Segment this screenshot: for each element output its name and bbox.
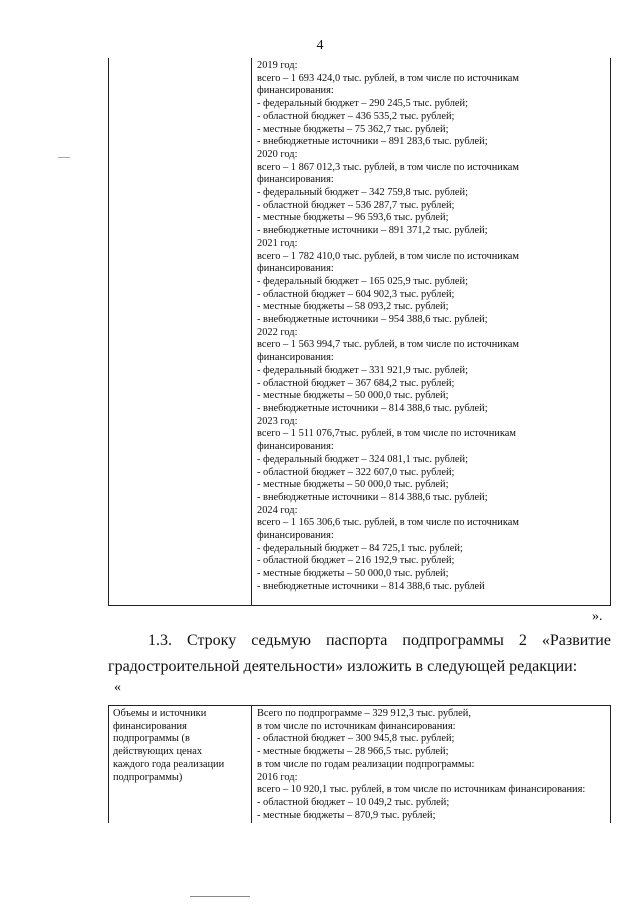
table-line: всего – 1 782 410,0 тыс. рублей, в том числе по источникам: [257, 250, 519, 262]
table-line: - федеральный бюджет – 165 025,9 тыс. рублей;: [257, 275, 468, 287]
table-line: - областной бюджет – 367 684,2 тыс. рублей;: [257, 377, 455, 389]
table-line: финансирования:: [257, 530, 334, 542]
table-line: - внебюджетные источники – 814 388,6 тыс. рублей;: [257, 491, 488, 503]
table-line: - областной бюджет – 300 945,8 тыс. рублей;: [257, 733, 455, 745]
table-line: - областной бюджет – 536 287,7 тыс. рублей;: [257, 199, 455, 211]
table-line: - областной бюджет – 10 049,2 тыс. рублей;: [257, 796, 450, 808]
table-line: 2024 год:: [257, 504, 298, 516]
table-line: - местные бюджеты – 96 593,6 тыс. рублей;: [257, 212, 449, 224]
table-line: 2020 год:: [257, 148, 298, 160]
table-line: - местные бюджеты – 50 000,0 тыс. рублей;: [257, 568, 449, 580]
table-line: - внебюджетные источники – 814 388,6 тыс. рублей: [257, 580, 485, 592]
table-left-column: [109, 706, 252, 823]
table-line: - местные бюджеты – 28 966,5 тыс. рублей;: [257, 746, 449, 758]
table-line: - местные бюджеты – 50 000,0 тыс. рублей;: [257, 479, 449, 491]
table-line: - внебюджетные источники – 891 283,6 тыс. рублей;: [257, 136, 488, 148]
table-header-line: действующих ценах: [113, 746, 203, 758]
financing-table-continuation: [108, 58, 611, 606]
paragraph-word: «Развитие: [541, 632, 611, 649]
paragraph-word: 2: [518, 632, 527, 649]
margin-mark: [58, 157, 70, 158]
table-line: всего – 1 165 306,6 тыс. рублей, в том числе по источникам: [257, 517, 519, 529]
table-line: финансирования:: [257, 263, 334, 275]
table-line: - местные бюджеты – 75 362,7 тыс. рублей;: [257, 123, 449, 135]
table-line: - федеральный бюджет – 324 081,1 тыс. рублей;: [257, 453, 468, 465]
table-line: финансирования:: [257, 85, 334, 97]
paragraph-word: 1.3.: [148, 632, 172, 649]
table-header-line: Объемы и источники: [113, 708, 207, 719]
paragraph-word: подпрограммы: [402, 632, 504, 649]
table-line: 2016 год:: [257, 771, 298, 783]
table-line: всего – 1 563 994,7 тыс. рублей, в том числе по источникам: [257, 339, 519, 351]
table-line: - областной бюджет – 604 902,3 тыс. рублей;: [257, 288, 455, 300]
table-line: всего – 1 867 012,3 тыс. рублей, в том числе по источникам: [257, 161, 519, 173]
table-line: - федеральный бюджет – 290 245,5 тыс. рублей;: [257, 98, 468, 110]
closing-quote: ».: [592, 609, 603, 624]
table-line: - местные бюджеты – 50 000,0 тыс. рублей;: [257, 390, 449, 402]
subprogram-financing-table: [108, 705, 611, 823]
table-line: 2021 год:: [257, 237, 298, 249]
table-line: 2022 год:: [257, 326, 298, 338]
table-header-line: подпрограммы): [113, 771, 183, 783]
table-line: - федеральный бюджет – 342 759,8 тыс. рублей;: [257, 187, 468, 199]
table-right-column: [257, 708, 606, 822]
page-number: 4: [316, 38, 324, 53]
table-left-column: [109, 58, 252, 605]
table-line: - областной бюджет – 322 607,0 тыс. рублей;: [257, 466, 455, 478]
paragraph-word: Строку: [187, 632, 237, 649]
paragraph-word: паспорта: [325, 632, 388, 649]
table-line: - федеральный бюджет – 84 725,1 тыс. рублей;: [257, 542, 463, 554]
table-line: - внебюджетные источники – 954 388,6 тыс. рублей;: [257, 314, 488, 326]
table-line: финансирования:: [257, 174, 334, 186]
table-line: - областной бюджет – 436 535,2 тыс. рублей;: [257, 110, 455, 122]
table-line: 2023 год:: [257, 415, 298, 427]
paragraph-line-1: [108, 630, 611, 652]
table-line: - местные бюджеты – 58 093,2 тыс. рублей;: [257, 301, 449, 313]
opening-quote: «: [114, 680, 121, 695]
table-line: 2019 год:: [257, 60, 298, 71]
table-line: - федеральный бюджет – 331 921,9 тыс. рублей;: [257, 364, 468, 376]
table-line: Всего по подпрограмме – 329 912,3 тыс. рублей,: [257, 708, 471, 719]
table-line: в том числе по источникам финансирования:: [257, 720, 456, 732]
paragraph-word: седьмую: [251, 632, 311, 649]
table-line: - внебюджетные источники – 814 388,6 тыс. рублей;: [257, 402, 488, 414]
table-header-line: финансирования: [113, 720, 187, 732]
table-header-line: подпрограммы (в: [113, 733, 190, 745]
table-line: - местные бюджеты – 870,9 тыс. рублей;: [257, 809, 436, 821]
table-line: всего – 1 511 076,7тыс. рублей, в том числе по источникам: [257, 428, 516, 440]
paragraph-line-2: градостроительной деятельности» изложить в следующей редакции:: [108, 658, 578, 675]
table-line: - областной бюджет – 216 192,9 тыс. рублей;: [257, 555, 455, 567]
table-line: финансирования:: [257, 352, 334, 364]
table-line: финансирования:: [257, 441, 334, 453]
table-line: всего – 10 920,1 тыс. рублей, в том числе по источникам финансирования:: [257, 784, 586, 796]
table-right-column: [257, 60, 606, 594]
table-line: в том числе по годам реализации подпрограммы:: [257, 758, 475, 770]
table-line: - внебюджетные источники – 891 371,2 тыс. рублей;: [257, 225, 488, 237]
footer-rule: [190, 896, 250, 897]
table-line: всего – 1 693 424,0 тыс. рублей, в том числе по источникам: [257, 72, 519, 84]
table-header-line: каждого года реализации: [113, 758, 225, 770]
